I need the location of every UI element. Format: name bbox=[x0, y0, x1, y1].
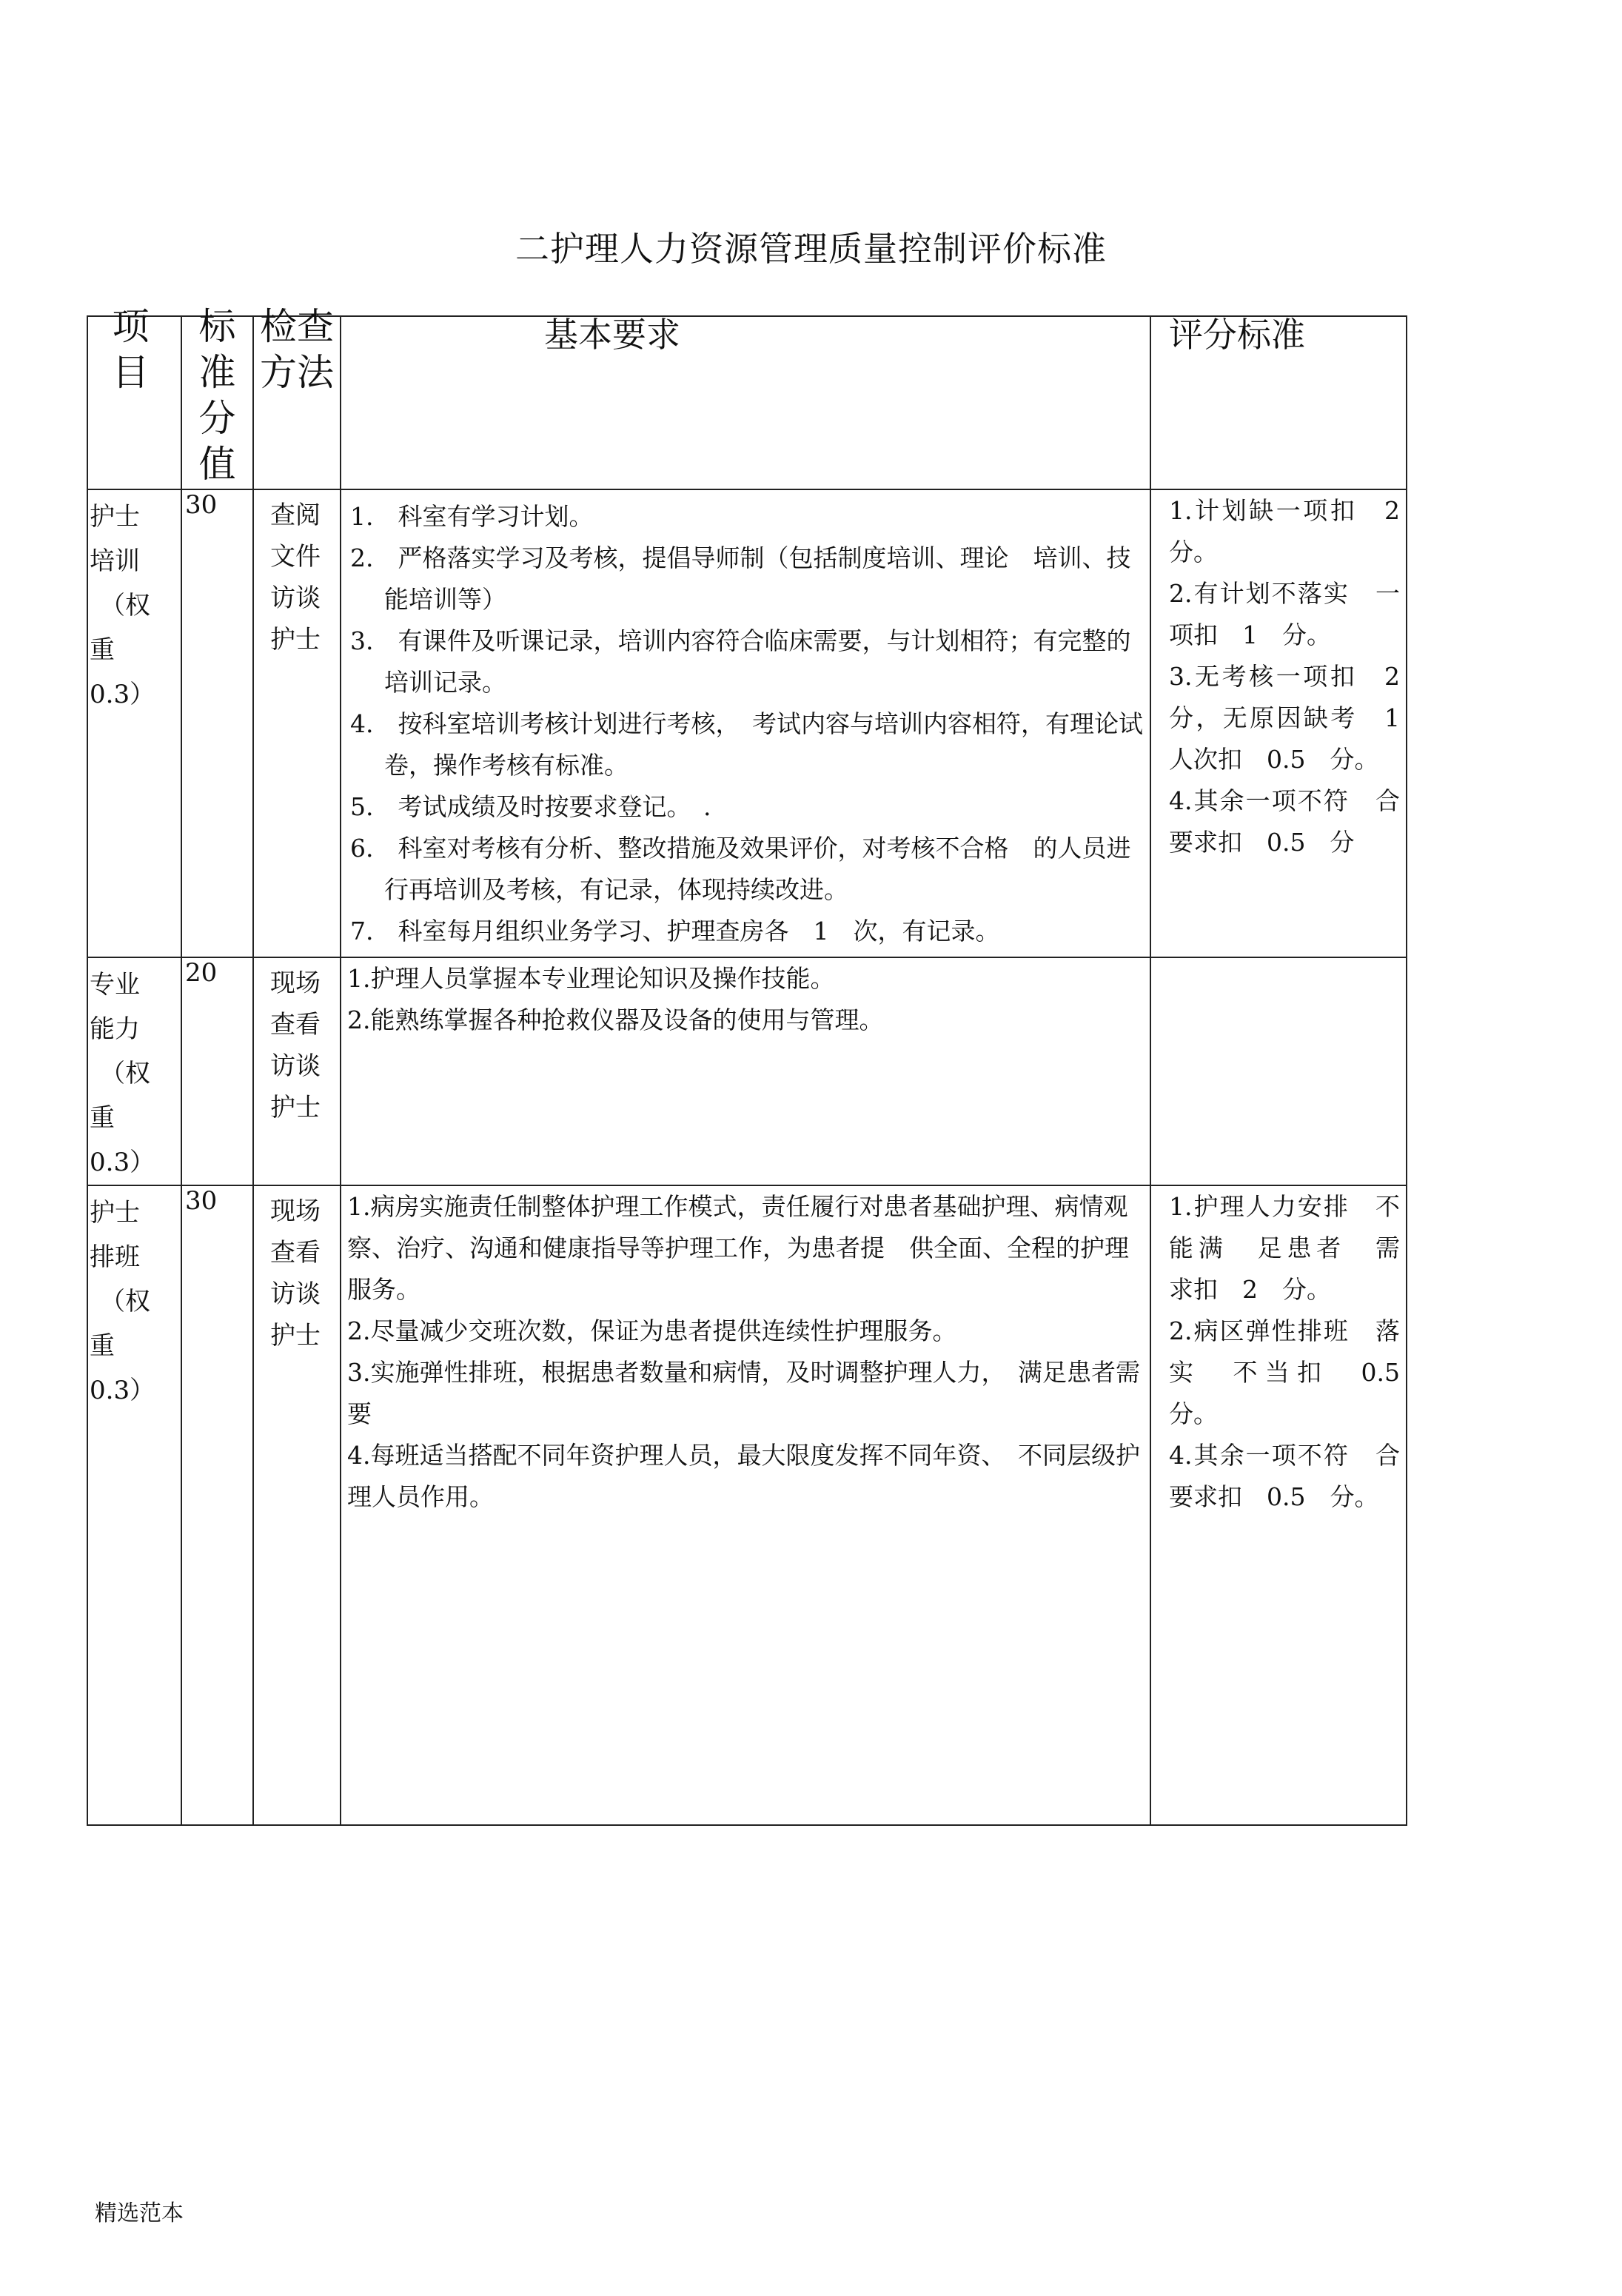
header-scoring: 评分标准 bbox=[1169, 315, 1305, 355]
scoring-item: 4.其余一项不符 合要求扣 0.5 分 bbox=[1169, 786, 1400, 857]
item-line: 重 bbox=[90, 635, 115, 665]
requirements-list bbox=[341, 958, 1150, 1041]
requirement-item: 1.护理人员掌握本专业理论知识及操作技能。 bbox=[347, 964, 835, 993]
item-line: 培训 bbox=[90, 546, 140, 576]
header-item: 项目 bbox=[112, 305, 150, 394]
standard-cell bbox=[181, 489, 253, 957]
requirement-item: 1.病房实施责任制整体护理工作模式，责任履行对患者基础护理、病情观察、治疗、沟通和健康指导等护理工作，为患者提 供全面、全程的护理服务。 bbox=[347, 1192, 1129, 1304]
table-row bbox=[87, 489, 1407, 957]
requirement-item: 3.实施弹性排班，根据患者数量和病情，及时调整护理人力， 满足患者需要 bbox=[347, 1358, 1140, 1428]
header-standard-cell bbox=[181, 305, 253, 489]
scoring-item: 2.病区弹性排班 落实 不当扣 0.5 分。 bbox=[1169, 1316, 1424, 1428]
standard-value: 30 bbox=[185, 490, 218, 520]
scoring-item: 2.有计划不落实 一项扣 1 分。 bbox=[1169, 579, 1400, 649]
requirements-cell bbox=[341, 1185, 1150, 1825]
standard-cell bbox=[181, 957, 253, 1185]
scoring-item: 1.护理人力安排 不能满 足患者 需 求扣 2 分。 bbox=[1169, 1192, 1424, 1304]
requirement-item: 2.尽量减少交班次数，保证为患者提供连续性护理服务。 bbox=[347, 1316, 957, 1345]
scoring-cell bbox=[1150, 1185, 1424, 1825]
header-method: 检查方法 bbox=[260, 305, 334, 394]
method-cell bbox=[253, 489, 341, 957]
method-line: 护士 bbox=[270, 1321, 321, 1351]
scoring-list bbox=[1151, 1186, 1424, 1518]
standard-cell bbox=[181, 1185, 253, 1825]
item-cell bbox=[87, 1185, 181, 1825]
footer-text: 精选范本 bbox=[95, 2200, 184, 2226]
item-line: （权 bbox=[100, 1287, 150, 1316]
item-label bbox=[88, 1186, 181, 1413]
item-line: 0.3） bbox=[90, 1376, 155, 1405]
table-header-row bbox=[87, 316, 1407, 489]
document-title: 二护理人力资源管理质量控制评价标准 bbox=[515, 229, 1107, 269]
item-line: （权 bbox=[100, 591, 150, 620]
item-line: 重 bbox=[90, 1331, 115, 1361]
method-line: 查阅 bbox=[270, 501, 321, 530]
scoring-list bbox=[1151, 490, 1424, 863]
requirement-item: 5. 考试成绩及时按要求登记。 . bbox=[350, 792, 711, 821]
item-label bbox=[88, 490, 181, 717]
item-line: 0.3） bbox=[90, 1148, 155, 1177]
header-standard: 标准分值 bbox=[198, 305, 236, 486]
standard-value: 30 bbox=[185, 1186, 218, 1216]
item-line: 护士 bbox=[90, 1198, 140, 1228]
item-label bbox=[88, 958, 181, 1185]
item-line: 排班 bbox=[90, 1242, 140, 1272]
requirement-item: 3. 有课件及听课记录，培训内容符合临床需要，与计划相符；有完整的培训记录。 bbox=[350, 626, 1131, 697]
method-cell bbox=[253, 1185, 341, 1825]
method-line: 查看 bbox=[270, 1238, 321, 1268]
header-item-cell bbox=[87, 305, 181, 489]
method-label bbox=[254, 1186, 340, 1356]
method-label bbox=[254, 958, 340, 1128]
item-line: 重 bbox=[90, 1103, 115, 1133]
header-method-cell bbox=[253, 305, 341, 489]
standard-value: 20 bbox=[185, 958, 218, 988]
scoring-item: 1.计划缺一项扣 2 分。 bbox=[1169, 496, 1424, 566]
method-line: 文件 bbox=[270, 542, 321, 572]
requirement-item: 6. 科室对考核有分析、整改措施及效果评价，对考核不合格 的人员进行再培训及考核，有记录，体现持续改进。 bbox=[350, 834, 1131, 904]
table-row bbox=[87, 957, 1407, 1185]
header-scoring-cell bbox=[1150, 316, 1407, 489]
method-cell bbox=[253, 957, 341, 1185]
method-line: 护士 bbox=[270, 1093, 321, 1122]
requirements-list bbox=[341, 490, 1150, 952]
header-requirements: 基本要求 bbox=[544, 315, 680, 355]
item-line: 0.3） bbox=[90, 680, 155, 709]
method-line: 护士 bbox=[270, 625, 321, 655]
scoring-item: 4.其余一项不符 合要求扣 0.5 分。 bbox=[1169, 1441, 1400, 1511]
method-line: 访谈 bbox=[270, 1051, 321, 1081]
scoring-cell bbox=[1150, 489, 1424, 957]
requirements-cell bbox=[341, 489, 1150, 957]
item-line: 护士 bbox=[90, 502, 140, 532]
item-line: 专业 bbox=[90, 970, 140, 1000]
requirement-item: 4. 按科室培训考核计划进行考核， 考试内容与培训内容相符，有理论试卷，操作考核有标准。 bbox=[350, 709, 1143, 780]
method-label bbox=[254, 490, 340, 660]
requirement-item: 1. 科室有学习计划。 bbox=[350, 502, 594, 531]
requirement-item: 7. 科室每月组织业务学习、护理查房各 1 次，有记录。 bbox=[350, 917, 1000, 945]
requirements-cell bbox=[341, 957, 1150, 1185]
requirement-item: 2. 严格落实学习及考核，提倡导师制（包括制度培训、理论 培训、技能培训等） bbox=[350, 543, 1131, 614]
table-row bbox=[87, 1185, 1407, 1825]
requirements-list bbox=[341, 1186, 1150, 1518]
item-line: 能力 bbox=[90, 1014, 140, 1044]
method-line: 现场 bbox=[270, 1196, 321, 1226]
item-cell bbox=[87, 489, 181, 957]
method-line: 查看 bbox=[270, 1010, 321, 1040]
method-line: 访谈 bbox=[270, 1279, 321, 1309]
header-requirements-cell bbox=[341, 316, 1150, 489]
item-cell bbox=[87, 957, 181, 1185]
evaluation-table bbox=[87, 305, 1424, 1826]
scoring-cell bbox=[1150, 957, 1407, 1185]
requirement-item: 2.能熟练掌握各种抢救仪器及设备的使用与管理。 bbox=[347, 1005, 884, 1034]
method-line: 现场 bbox=[270, 968, 321, 998]
requirement-item: 4.每班适当搭配不同年资护理人员，最大限度发挥不同年资、 不同层级护理人员作用。 bbox=[347, 1441, 1140, 1511]
method-line: 访谈 bbox=[270, 583, 321, 613]
scoring-item: 3.无考核一项扣 2 分，无原因缺考 1 人次扣 0.5 分。 bbox=[1169, 662, 1424, 774]
item-line: （权 bbox=[100, 1059, 150, 1088]
